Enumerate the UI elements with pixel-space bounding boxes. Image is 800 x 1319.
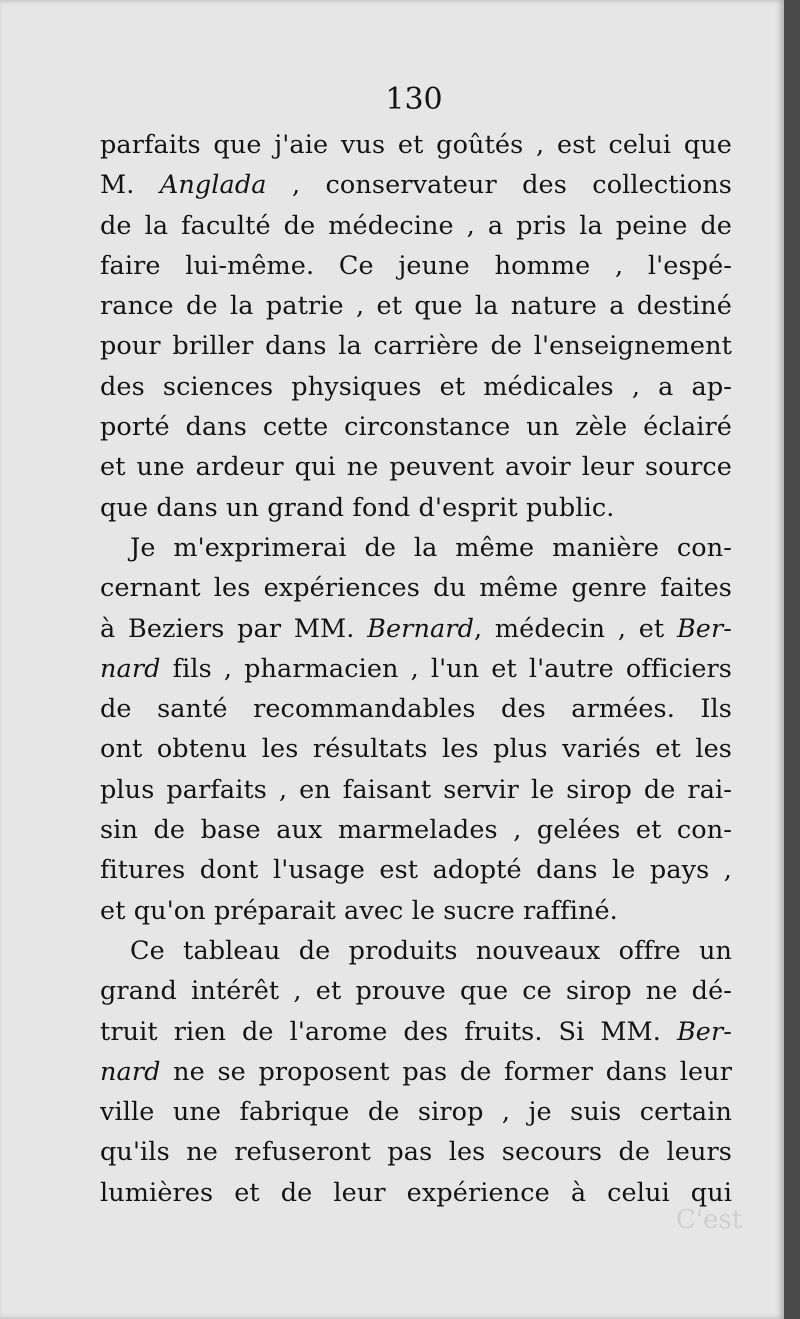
text-line: et qu'on préparait avec le sucre raffiné.	[100, 895, 618, 926]
text-line: cernant les expériences du même genre faites	[100, 573, 732, 604]
text-line: Ce tableau de produits nouveaux offre un	[130, 935, 732, 966]
text-line: lumières et de leur expérience à celui qui	[100, 1177, 732, 1208]
text-line: faire lui-même. Ce jeune homme , l'espé-	[100, 250, 732, 281]
text-line: de santé recommandables des armées. Ils	[100, 694, 732, 725]
text-line: ont obtenu les résultats les plus variés et les	[100, 734, 732, 765]
page-edge-shadow	[784, 0, 800, 1319]
text-line: sin de base aux marmelades , gelées et con-	[100, 815, 732, 846]
name-bernard: Bernard	[367, 613, 475, 644]
text-line: des sciences physiques et médicales , a ap-	[100, 371, 732, 402]
text-line: ville une fabrique de sirop , je suis certain	[100, 1097, 732, 1128]
body-text	[100, 125, 732, 1213]
text-line: fitures dont l'usage est adopté dans le pays ,	[100, 855, 732, 886]
text-line: et une ardeur qui ne peuvent avoir leur source	[100, 452, 732, 483]
name-anglada: Anglada	[159, 170, 267, 201]
name-bernard: nard	[100, 1056, 161, 1087]
text-line: pour briller dans la carrière de l'enseignement	[100, 331, 732, 362]
text-line: grand intérêt , et prouve que ce sirop ne dé-	[100, 976, 732, 1007]
bleed-through-text: C'est	[676, 1205, 743, 1235]
text-line: de la faculté de médecine , a pris la peine de	[100, 210, 732, 241]
page-number: 130	[385, 82, 443, 117]
name-bernard: Ber-	[676, 613, 732, 644]
text-line: porté dans cette circonstance un zèle éclairé	[100, 412, 732, 443]
text-line: nard ne se proposent pas de former dans leur	[100, 1056, 732, 1087]
text-line: Je m'exprimerai de la même manière con-	[130, 532, 732, 563]
text-line: à Beziers par MM. Bernard, médecin , et Ber-	[100, 613, 732, 644]
name-bernard: nard	[100, 653, 161, 684]
name-bernard: Ber-	[676, 1016, 732, 1047]
text-line: nard fils , pharmacien , l'un et l'autre officiers	[100, 653, 732, 684]
text-line: que dans un grand fond d'esprit public.	[100, 492, 615, 523]
text-line: truit rien de l'arome des fruits. Si MM. Ber-	[100, 1016, 732, 1047]
text-line: plus parfaits , en faisant servir le sirop de rai-	[100, 774, 732, 805]
text-line: M. Anglada , conservateur des collections	[100, 170, 732, 201]
text-line: rance de la patrie , et que la nature a destiné	[100, 291, 732, 322]
text-line: qu'ils ne refuseront pas les secours de leurs	[100, 1137, 732, 1168]
text-line: parfaits que j'aie vus et goûtés , est celui que	[100, 130, 732, 160]
